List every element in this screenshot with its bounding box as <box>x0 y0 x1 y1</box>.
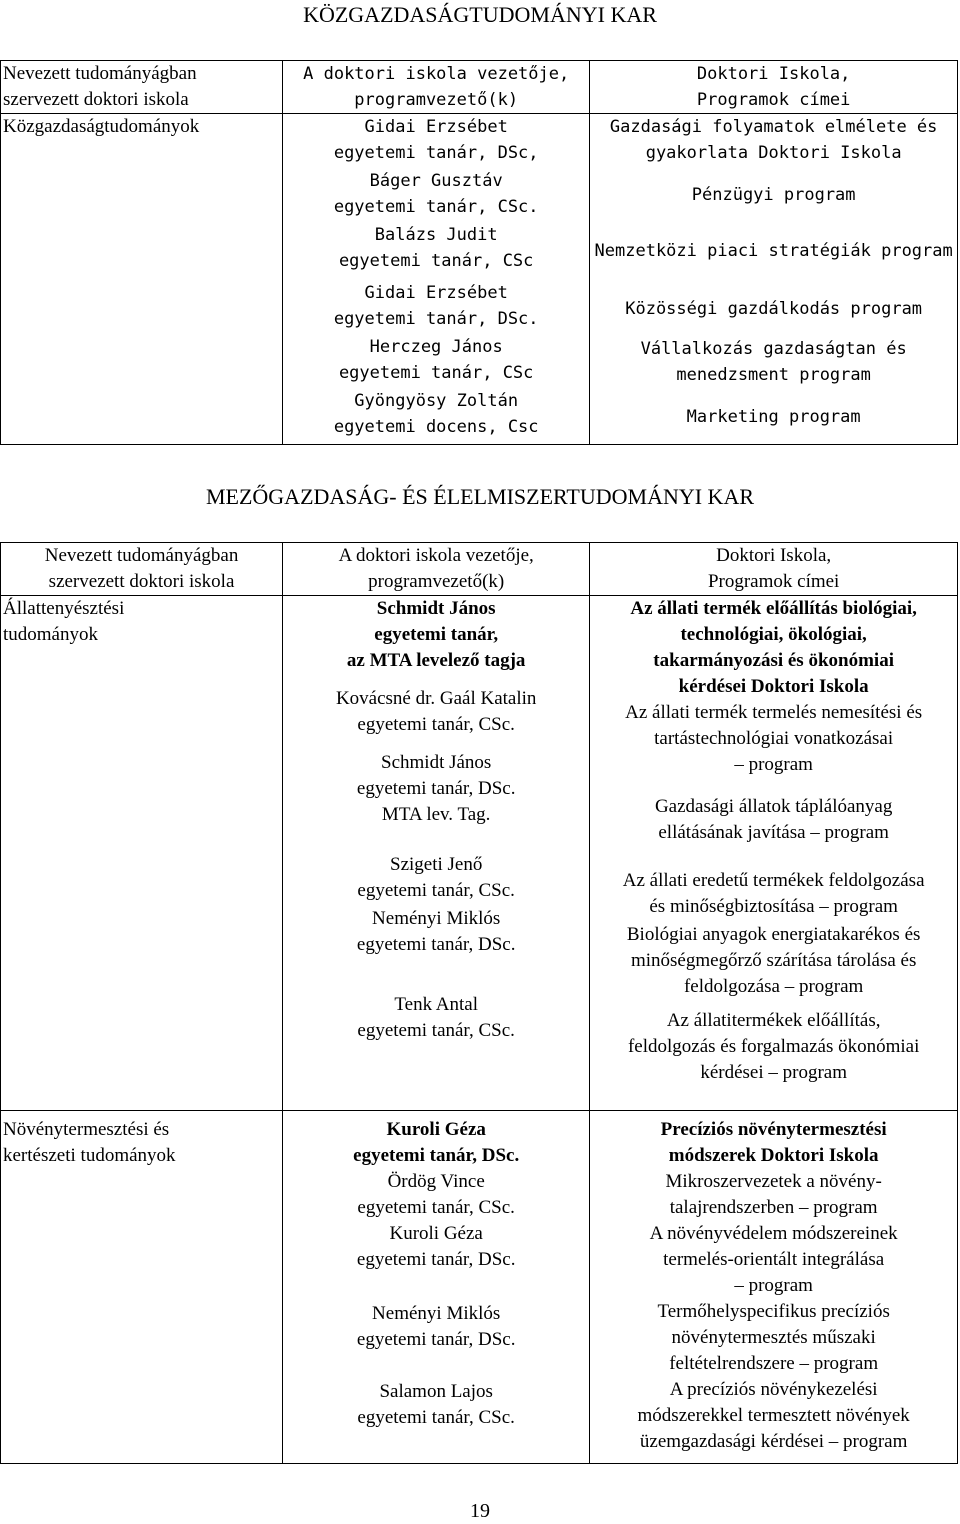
table-header-row <box>1 61 958 114</box>
programs-cell <box>590 114 958 445</box>
leader-entry: Schmidt János egyetemi tanár, DSc. MTA lev. Tag. <box>356 752 516 825</box>
table-row <box>1 596 958 1111</box>
leader-entry: Tenk Antal egyetemi tanár, CSc. <box>357 994 515 1041</box>
header-field: Nevezett tudományágban szervezett doktori iskola <box>1 61 283 114</box>
leader-entry: Kuroli Géza egyetemi tanár, DSc. <box>356 1223 516 1270</box>
header-programs: Doktori Iskola, Programok címei <box>590 61 958 114</box>
program-entry: Az állatitermékek előállítás, feldolgozás és forgalmazás ökonómiai kérdései – program <box>627 1010 920 1083</box>
leaders-cell <box>283 596 590 1111</box>
agriculture-doctoral-table <box>0 542 958 1464</box>
economics-doctoral-table <box>0 60 958 445</box>
program-entry: Mikroszervezetek a növény- talajrendszerben – program <box>665 1171 882 1218</box>
program-entry: Biológiai anyagok energiatakarékos és minőségmegőrző szárítása tárolása és feldolgozása – program <box>626 924 921 997</box>
leader-entry: Gidai Erzsébet egyetemi tanár, DSc. <box>333 283 539 329</box>
leader-entry: Báger Gusztáv egyetemi tanár, CSc. <box>333 171 539 217</box>
program-entry: Az állati termék termelés nemesítési és tartástechnológiai vonatkozásai – program <box>625 702 923 775</box>
leader-entry: Salamon Lajos egyetemi tanár, CSc. <box>357 1381 515 1428</box>
program-entry: Közösségi gazdálkodás program <box>625 299 923 319</box>
leader-entry: Balázs Judit egyetemi tanár, CSc <box>338 225 534 271</box>
field-cell: Állattenyésztési tudományok <box>1 596 283 1111</box>
leader-entry: Ördög Vince egyetemi tanár, CSc. <box>357 1171 515 1218</box>
leader-entry: Gyöngyösy Zoltán egyetemi docens, Csc <box>333 391 539 437</box>
leaders-cell <box>283 114 590 445</box>
program-entry: Gazdasági állatok táplálóanyag ellátásának javítása – program <box>654 796 893 843</box>
header-field: Nevezett tudományágban szervezett doktori iskola <box>1 543 283 596</box>
field-cell: Közgazdaságtudományok <box>1 114 283 445</box>
program-entry: A növényvédelem módszereinek termelés-orientált integrálása – program <box>649 1223 898 1296</box>
header-programs: Doktori Iskola, Programok címei <box>590 543 958 596</box>
leader-entry: Neményi Miklós egyetemi tanár, DSc. <box>356 1303 516 1350</box>
faculty-title-economics: KÖZGAZDASÁGTUDOMÁNYI KAR <box>303 2 657 27</box>
leader-entry: Szigeti Jenő egyetemi tanár, CSc. <box>357 854 515 901</box>
page-number: 19 <box>470 1500 490 1522</box>
program-entry: Gazdasági folyamatok elmélete és gyakorlata Doktori Iskola <box>609 117 938 163</box>
programs-cell <box>590 1111 958 1464</box>
program-entry: Az állati termék előállítás biológiai, technológiai, ökológiai, takarmányozási és ökonómiai kérdései Doktori Iskola <box>630 598 917 697</box>
program-entry: Nemzetközi piaci stratégiák program <box>594 241 953 261</box>
leader-entry: Kuroli Géza egyetemi tanár, DSc. <box>353 1119 520 1166</box>
header-leader: A doktori iskola vezetője, programvezető(k) <box>283 543 590 596</box>
leader-entry: Schmidt János egyetemi tanár, az MTA levelező tagja <box>346 598 526 671</box>
leader-entry: Herczeg János egyetemi tanár, CSc <box>338 337 534 383</box>
program-entry: Vállalkozás gazdaságtan és menedzsment program <box>640 339 907 385</box>
leader-entry: Kovácsné dr. Gaál Katalin egyetemi tanár, CSc. <box>335 688 537 735</box>
faculty-title-agriculture: MEZŐGAZDASÁG- ÉS ÉLELMISZERTUDOMÁNYI KAR <box>205 484 755 509</box>
program-entry: A precíziós növénykezelési módszerekkel termesztett növények üzemgazdasági kérdései – program <box>637 1379 910 1452</box>
leader-entry: Neményi Miklós egyetemi tanár, DSc. <box>356 908 516 955</box>
leaders-cell <box>283 1111 590 1464</box>
program-entry: Termőhelyspecifikus precíziós növénytermesztés műszaki feltételrendszere – program <box>657 1301 890 1374</box>
program-entry: Precíziós növénytermesztési módszerek Doktori Iskola <box>660 1119 887 1166</box>
programs-cell <box>590 596 958 1111</box>
table-row <box>1 114 958 445</box>
table-row <box>1 1111 958 1464</box>
table-header-row <box>1 543 958 596</box>
leader-entry: Gidai Erzsébet egyetemi tanár, DSc, <box>333 117 539 163</box>
program-entry: Marketing program <box>686 407 861 427</box>
field-cell: Növénytermesztési és kertészeti tudományok <box>1 1111 283 1464</box>
program-entry: Pénzügyi program <box>691 185 856 205</box>
program-entry: Az állati eredetű termékek feldolgozása és minőségbiztosítása – program <box>622 870 925 917</box>
header-leader: A doktori iskola vezetője, programvezető(k) <box>283 61 590 114</box>
